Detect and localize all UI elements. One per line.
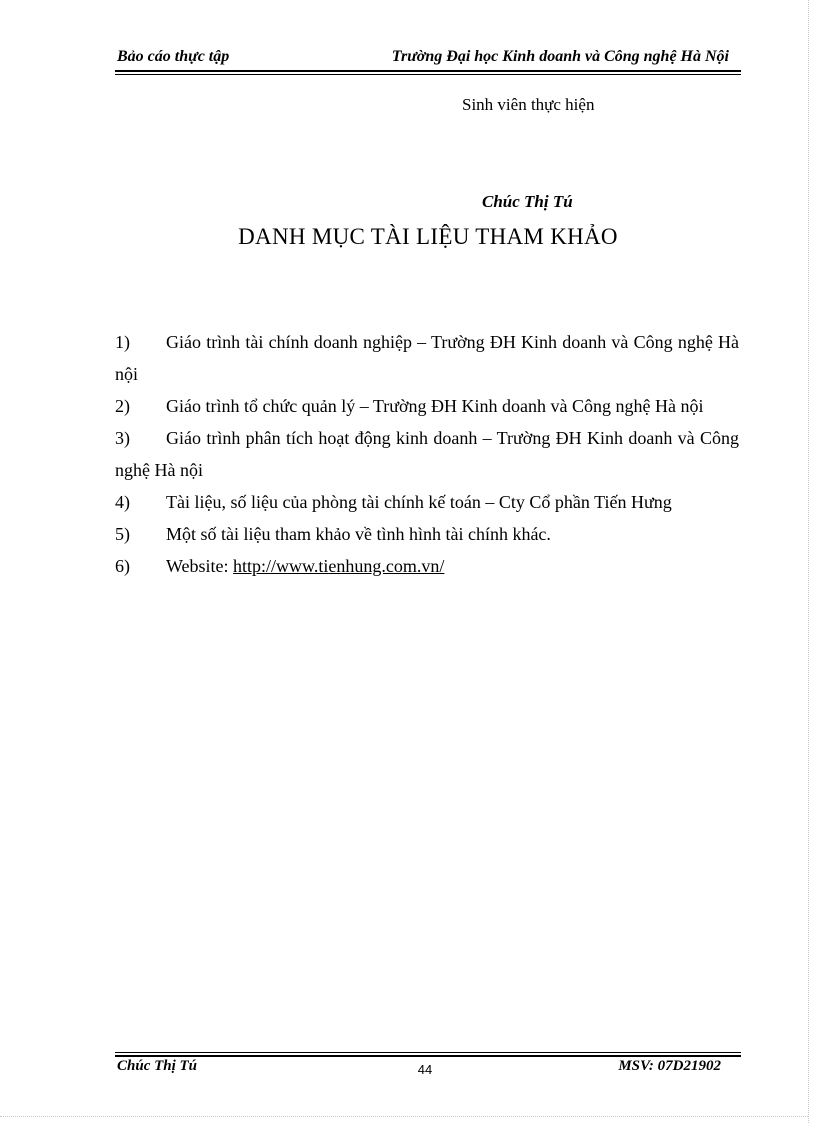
reference-item (115, 390, 739, 422)
reference-text: Giáo trình tổ chức quản lý – Trường ĐH Kinh doanh và Công nghệ Hà nội (166, 396, 704, 416)
reference-item (115, 326, 739, 390)
page-title: DANH MỤC TÀI LIỆU THAM KHẢO (238, 224, 618, 249)
reference-text: Website: (166, 556, 234, 576)
reference-number: 4) (115, 492, 130, 512)
page-header (115, 48, 741, 70)
reference-number: 6) (115, 556, 130, 576)
reference-number: 3) (115, 428, 130, 448)
reference-number: 2) (115, 396, 130, 416)
footer-rule-thin (115, 1052, 741, 1053)
reference-text: Một số tài liệu tham khảo về tình hình tài chính khác. (166, 524, 551, 544)
footer-rule (115, 1055, 741, 1057)
page-edge-right (808, 0, 809, 1123)
header-rule (115, 70, 741, 72)
reference-text: Giáo trình phân tích hoạt động kinh doanh – Trường ĐH Kinh doanh và Công nghệ Hà nội (115, 428, 739, 480)
header-report-title: Bảo cáo thực tập (117, 48, 230, 65)
page-number: 44 (417, 1062, 433, 1077)
reference-item (115, 518, 739, 550)
page-edge-bottom (0, 1116, 808, 1117)
reference-list (115, 326, 739, 582)
reference-item (115, 550, 739, 582)
header-university: Trường Đại học Kinh doanh và Công nghệ Hà Nội (391, 48, 729, 65)
header-rule-thin (115, 74, 741, 75)
signer-name: Chúc Thị Tú (482, 192, 573, 211)
reference-text: Tài liệu, số liệu của phòng tài chính kế toán – Cty Cổ phần Tiến Hưng (166, 492, 672, 512)
reference-number: 1) (115, 332, 130, 352)
signer-label: Sinh viên thực hiện (462, 95, 595, 114)
reference-number: 5) (115, 524, 130, 544)
student-id: MSV: 07D21902 (618, 1058, 721, 1074)
reference-item (115, 486, 739, 518)
page-footer (115, 1058, 741, 1080)
website-link[interactable]: http://www.tienhung.com.vn/ (233, 556, 445, 576)
reference-text: Giáo trình tài chính doanh nghiệp – Trường ĐH Kinh doanh và Công nghệ Hà nội (115, 332, 739, 384)
footer-author: Chúc Thị Tú (117, 1058, 198, 1074)
reference-item (115, 422, 739, 486)
